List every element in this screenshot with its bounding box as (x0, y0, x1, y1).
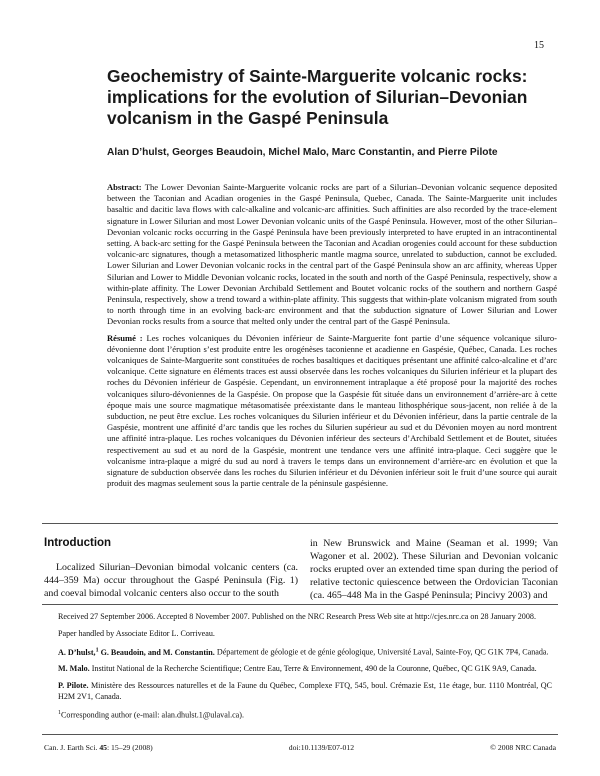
resume-paragraph (107, 333, 557, 490)
affiliation-laval (58, 645, 552, 658)
introduction-heading: Introduction (44, 537, 112, 549)
footnotes (58, 612, 552, 728)
abstract-label: Abstract: (107, 182, 142, 192)
affiliation-mrnf (58, 681, 552, 702)
doi: doi:10.1139/E07-012 (288, 743, 355, 752)
resume-text: Les roches volcaniques du Dévonien inférieur de Sainte-Marguerite font partie d’une séquence volcanique siluro-dévonienne dont l’éruption s’est produite entre les orogénèses taconienne et acadienne en Gaspésie, Québec, Canada. Les roches volcaniques de Sainte-Marguerite sont constituées de roches basaltiques et dacitiques présentant une affinité calco-alcaline et d’arc volcanique. Cette signature en éléments traces est aussi observée dans les roches volcaniques du Silurien inférieur et la plupart des roches du Dévonien inférieur de Gaspésie. Cependant, un environnement intraplaque a été proposé pour la majorité des roches volcaniques siluro-dévoniennes de la Gaspésie. On propose que la Gaspésie fût située dans un environnement d’arrière-arc à cette époque mais une source magmatique métasomatisée préexistante dans le manteau lithosphérique sous-jacent, non reliée à de la subduction, ne peut être exclue. Les roches volcaniques du Silurien inférieur et du Dévonien inférieur, dans la partie centrale de la Gaspésie, montrent une affinité d’arc tandis que les roches du Silurien supérieur au sud et du Dévonien moyen au nord montrent une affinité intra-plaque. Les roches volcaniques du Dévonien inférieur des secteurs d’Archibald Settlement et de Boutet, situées respectivement au sud et au nord de la Gaspésie, montrent une tendance vers une affinité intra-plaque. Ceci suggère que le volcanisme intra-plaque a migré du sud au nord à travers le temps dans un environnement d’arrière-arc en évolution et que la signature de subduction observée dans les roches du Silurien inférieur et du Dévonien inférieur soit le fruit d’une source qui aurait produit des magmas seulement sous la partie centrale de la péninsule gaspésienne. (107, 332, 557, 489)
affiliation-names: M. Malo. (58, 664, 90, 674)
abstract-text: The Lower Devonian Sainte-Marguerite volcanic rocks are part of a Silurian–Devonian volcanic sequence deposited between the Taconian and Acadian orogenies in the Gaspé Peninsula, Quebec, Canada. The Sainte-Marguerite unit includes basaltic and dacitic lava flows with calc-alkaline and volcanic-arc affinities. Such affinities are also recorded by the trace-element signature in Lower Silurian and most Lower Devonian volcanic units of the Gaspé Peninsula. However, most of the other Silurian–Devonian volcanic rocks occurring in the Gaspé Peninsula have been previously interpreted to have erupted in an intracontinental setting. A back-arc setting for the Gaspé Peninsula between the Taconian and Acadian orogenies could account for these subduction volcanic-arc signatures, though a metasomatized lithospheric mantle magma source, unrelated to subduction, cannot be excluded. Lower Silurian and Lower Devonian volcanic rocks in the central part of the Gaspé Peninsula show an arc affinity, whereas Upper Silurian and Lower to Middle Devonian volcanic rocks, located in the south and north of the Gaspé Peninsula, respectively, show a within-plate affinity. The Lower Devonian Archibald Settlement and Boutet volcanic rocks of the southern and northern Gaspé Peninsula, respectively, show a trend toward a within-plate affinity. This suggests that within-plate volcanism migrated from south to north through time in an evolving back-arc environment and that the subduction signature of Lower Silurian and Lower Devonian rocks results from a source that melted only under the central part of the Gaspé Peninsula. (107, 182, 558, 327)
abstract-divider (42, 523, 558, 524)
page-number: 15 (534, 40, 544, 51)
affiliation-address: Institut National de la Recherche Scientifique; Centre Eau, Terre & Environnement, 490 de la Couronne, Québec, QC G1K 9A9, Canada. (89, 664, 537, 674)
corresponding-author: $^1$Corresponding author (e-mail: alan.dhulst.1@ulaval.ca). (58, 710, 244, 720)
received-note: Received 27 September 2006. Accepted 8 November 2007. Published on the NRC Research Press Web site at http://cjes.nrc.ca on 28 January 2008. (58, 612, 536, 621)
introduction-right-column: in New Brunswick and Maine (Seaman et al. 1999; Van Wagoner et al. 2002). These Silurian and Devonian volcanic rocks erupted over an extended time span during the period of relative tectonic quiescence between the Ordovician Taconian (ca. 465–448 Ma in the Gaspé Peninsula; Pincivy 2003) and (310, 538, 558, 602)
introduction-left-column: Localized Silurian–Devonian bimodal volcanic centers (ca. 444–359 Ma) occur throughout the Gaspé Peninsula (Fig. 1) and coeval bimodal volcanic centers also occur to the south (44, 562, 298, 600)
abstract-block (107, 182, 557, 489)
affiliation-address: Département de géologie et de génie géologique, Université Laval, Sainte-Foy, QC G1K 7P4, Canada. (214, 647, 549, 657)
author-list: Alan D’hulst, Georges Beaudoin, Michel Malo, Marc Constantin, and Pierre Pilote (107, 147, 498, 158)
affiliation-names: A. D’hulst,$^1$ G. Beaudoin, and M. Constantin. (58, 647, 215, 657)
editor-note: Paper handled by Associate Editor L. Corriveau. (58, 628, 215, 638)
article-title: Geochemistry of Sainte-Marguerite volcanic rocks: implications for the evolution of Silurian–Devonian volcanism in the Gaspé Peninsula (107, 66, 528, 128)
copyright: © 2008 NRC Canada (490, 743, 556, 752)
abstract-paragraph (107, 182, 557, 328)
resume-label: Résumé : (107, 332, 143, 343)
journal-citation: Can. J. Earth Sci. 45: 15–29 (2008) (44, 743, 153, 752)
affiliation-address: Ministère des Ressources naturelles et de la Faune du Québec, Complexe FTQ, 545, boul. Crémazie Est, 11e étage, bur. 1110 Montréal, QC H2M 2V1, Canada. (58, 681, 552, 701)
footer-divider (42, 734, 558, 735)
affiliation-inrs (58, 664, 552, 675)
affiliation-names: P. Pilote. (58, 681, 89, 691)
footnote-divider (42, 604, 558, 605)
page-footer (44, 743, 556, 752)
